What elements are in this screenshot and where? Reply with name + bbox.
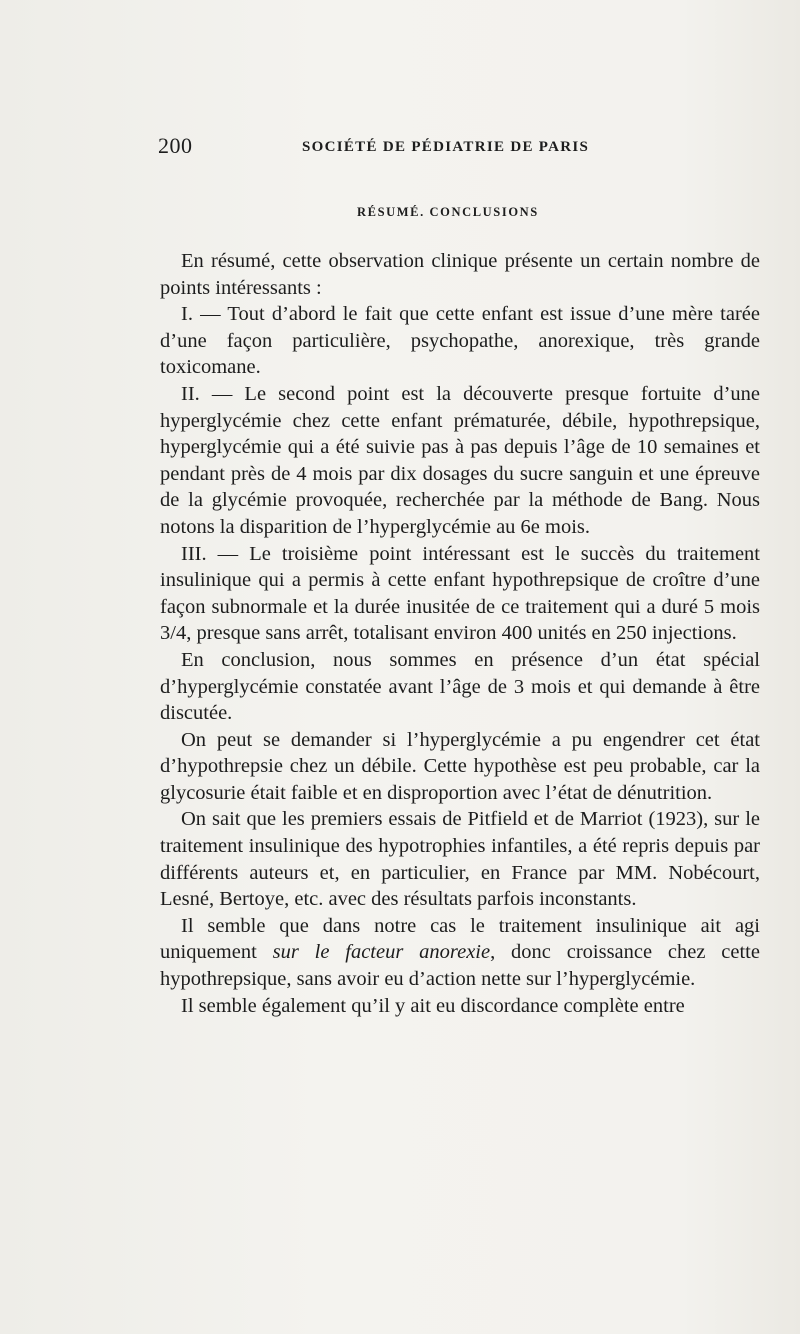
paragraph-hypothesis: On peut se demander si l’hyperglycémie a pu engendrer cet état d’hypothrepsie chez un débile. Cette hypothèse est peu probable, car la glycosurie était faible et en disproportion avec l’état de dénutrition.: [160, 728, 760, 804]
paragraph-conclusion: En conclusion, nous sommes en présence d’un état spécial d’hyperglycémie constatée avant l’âge de 3 mois et qui demande à être discutée.: [160, 648, 760, 725]
paragraph-treatment: [160, 913, 760, 993]
paragraph-point-1: I. — Tout d’abord le fait que cette enfant est issue d’une mère tarée d’une façon particulière, psychopathe, anorexique, très grande toxicomane.: [160, 303, 760, 379]
body-text: [160, 248, 760, 1019]
treatment-text-start: Il semble que dans notre cas le traitement insulinique ait agi uniquement: [160, 914, 760, 964]
paragraph-literature: On sait que les premiers essais de Pitfield et de Marriot (1923), sur le traitement insulinique des hypotrophies infantiles, a été repris depuis par différents auteurs et, en particulier, en France par MM. Nobécourt, Lesné, Bertoye, etc. avec des résultats parfois inconstants.: [160, 808, 760, 911]
paragraph-discordance: Il semble également qu’il y ait eu discordance complète entre: [181, 994, 685, 1017]
page-number: 200: [158, 133, 193, 158]
paragraph-point-3: III. — Le troisième point intéressant est le succès du traitement insulinique qui a permis à cette enfant hypothrepsique de croître d’une façon subnormale et la durée inusitée de ce traitement qui a duré 5 mois 3/4, presque sans arrêt, totalisant environ 400 unités en 250 injections.: [160, 542, 760, 645]
paragraph-intro: En résumé, cette observation clinique présente un certain nombre de points intéressants :: [160, 250, 760, 299]
running-head: SOCIÉTÉ DE PÉDIATRIE DE PARIS: [302, 139, 590, 155]
paragraph-point-2: II. — Le second point est la découverte presque fortuite d’une hyperglycémie chez cette enfant prématurée, débile, hypothrepsique, hyperglycémie qui a été suivie pas à pas depuis l’âge de 10 semaines et pendant près de 4 mois par dix dosages du sucre sanguin et une épreuve de la glycémie provoquée, recherchée par la méthode de Bang. Nous notons la disparition de l’hyperglycémie au 6e mois.: [160, 382, 760, 538]
section-title: RÉSUMÉ. CONCLUSIONS: [357, 205, 539, 219]
treatment-text-end: , donc croissance chez cette hypothrepsique, sans avoir eu d’action nette sur l’hyperglycémie.: [160, 941, 760, 991]
treatment-emphasis: sur le facteur anorexie: [272, 941, 491, 964]
